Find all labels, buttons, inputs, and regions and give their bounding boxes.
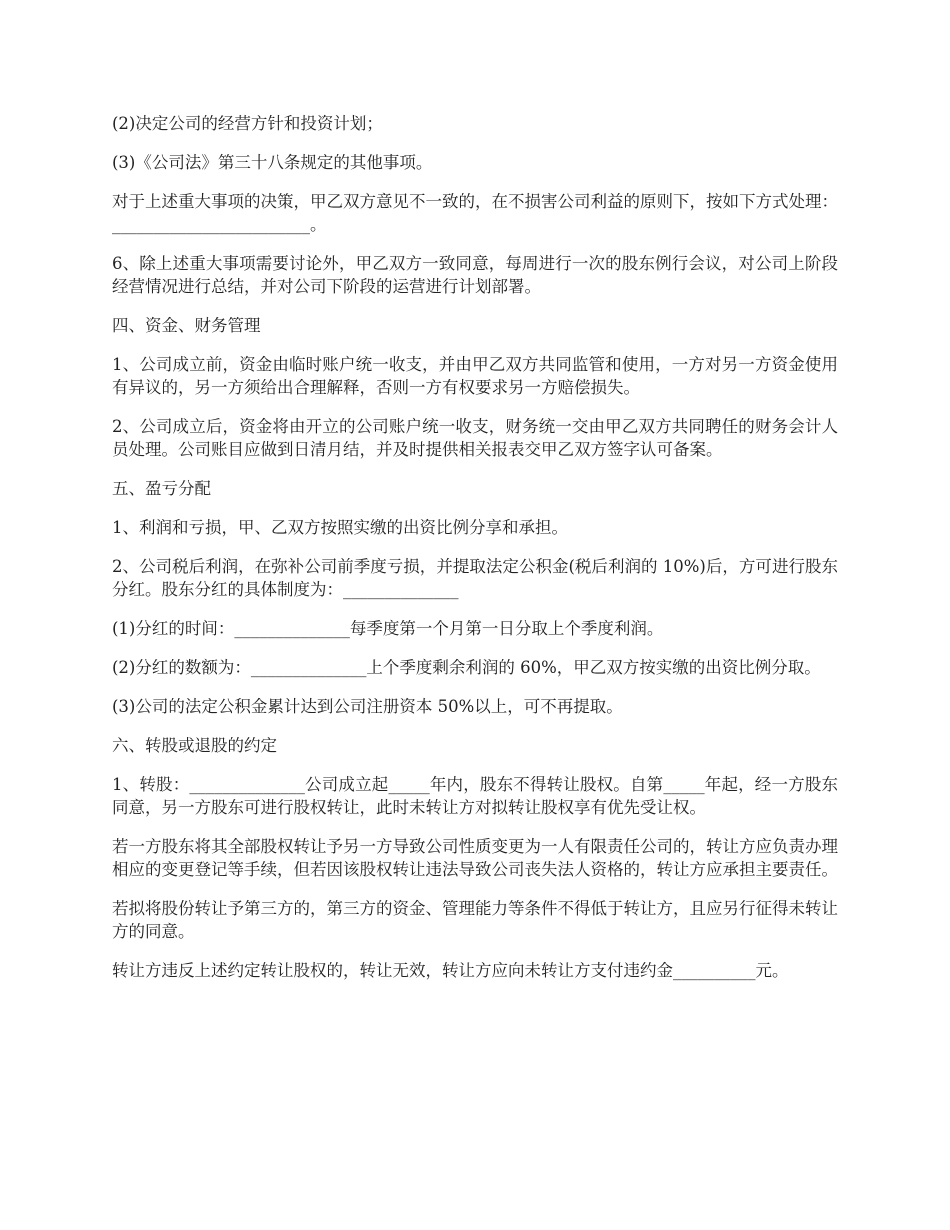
- paragraph-disagreement-handling: 对于上述重大事项的决策，甲乙双方意见不一致的，在不损害公司利益的原则下，按如下方式处理：________________________。: [112, 192, 838, 234]
- paragraph-after-tax-profit: 2、公司税后利润，在弥补公司前季度亏损，并提取法定公积金(税后利润的 10%)后，方可进行股东分红。股东分红的具体制度为：______________: [112, 557, 838, 599]
- paragraph-item-3-other-matters: (3)《公司法》第三十八条规定的其他事项。: [112, 153, 433, 172]
- section-heading-share-transfer: 六、转股或退股的约定: [112, 736, 277, 755]
- paragraph-funds-before-establishment: 1、公司成立前，资金由临时账户统一收支，并由甲乙双方共同监管和使用，一方对另一方资金使用有异议的，另一方须给出合理解释，否则一方有权要求另一方赔偿损失。: [112, 355, 838, 397]
- paragraph-statutory-reserve: (3)公司的法定公积金累计达到公司注册资本 50%以上，可不再提取。: [112, 697, 623, 716]
- paragraph-funds-after-establishment: 2、公司成立后，资金将由开立的公司账户统一收支，财务统一交由甲乙双方共同聘任的财务会计人员处理。公司账目应做到日清月结，并及时提供相关报表交甲乙双方签字认可备案。: [112, 417, 838, 459]
- paragraph-profit-loss-sharing: 1、利润和亏损，甲、乙双方按照实缴的出资比例分享和承担。: [112, 518, 568, 537]
- paragraph-clause-6-weekly-meeting: 6、除上述重大事项需要讨论外，甲乙双方一致同意，每周进行一次的股东例行会议，对公司上阶段经营情况进行总结，并对公司下阶段的运营进行计划部署。: [112, 254, 838, 296]
- paragraph-dividend-amount: (2)分红的数额为：______________上个季度剩余利润的 60%，甲乙双方按实缴的出资比例分取。: [112, 658, 821, 677]
- paragraph-breach-penalty: 转让方违反上述约定转让股权的，转让无效，转让方应向未转让方支付违约金__________元。: [112, 961, 789, 980]
- paragraph-third-party-transfer: 若拟将股份转让予第三方的，第三方的资金、管理能力等条件不得低于转让方，且应另行征得未转让方的同意。: [112, 899, 838, 941]
- section-heading-funds-finance: 四、资金、财务管理: [112, 316, 261, 335]
- paragraph-share-transfer-rules: 1、转股：______________公司成立起_____年内，股东不得转让股权。自第_____年起，经一方股东同意，另一方股东可进行股权转让，此时未转让方对拟转让股权享有优先受让权。: [112, 775, 838, 817]
- paragraph-dividend-time: (1)分红的时间：______________每季度第一个月第一日分取上个季度利润。: [112, 619, 664, 638]
- section-heading-profit-loss: 五、盈亏分配: [112, 479, 211, 498]
- paragraph-full-transfer-liability: 若一方股东将其全部股权转让予另一方导致公司性质变更为一人有限责任公司的，转让方应负责办理相应的变更登记等手续，但若因该股权转让违法导致公司丧失法人资格的，转让方应承担主要责任。: [112, 837, 838, 879]
- paragraph-item-2-business-policy: (2)决定公司的经营方针和投资计划；: [112, 114, 383, 133]
